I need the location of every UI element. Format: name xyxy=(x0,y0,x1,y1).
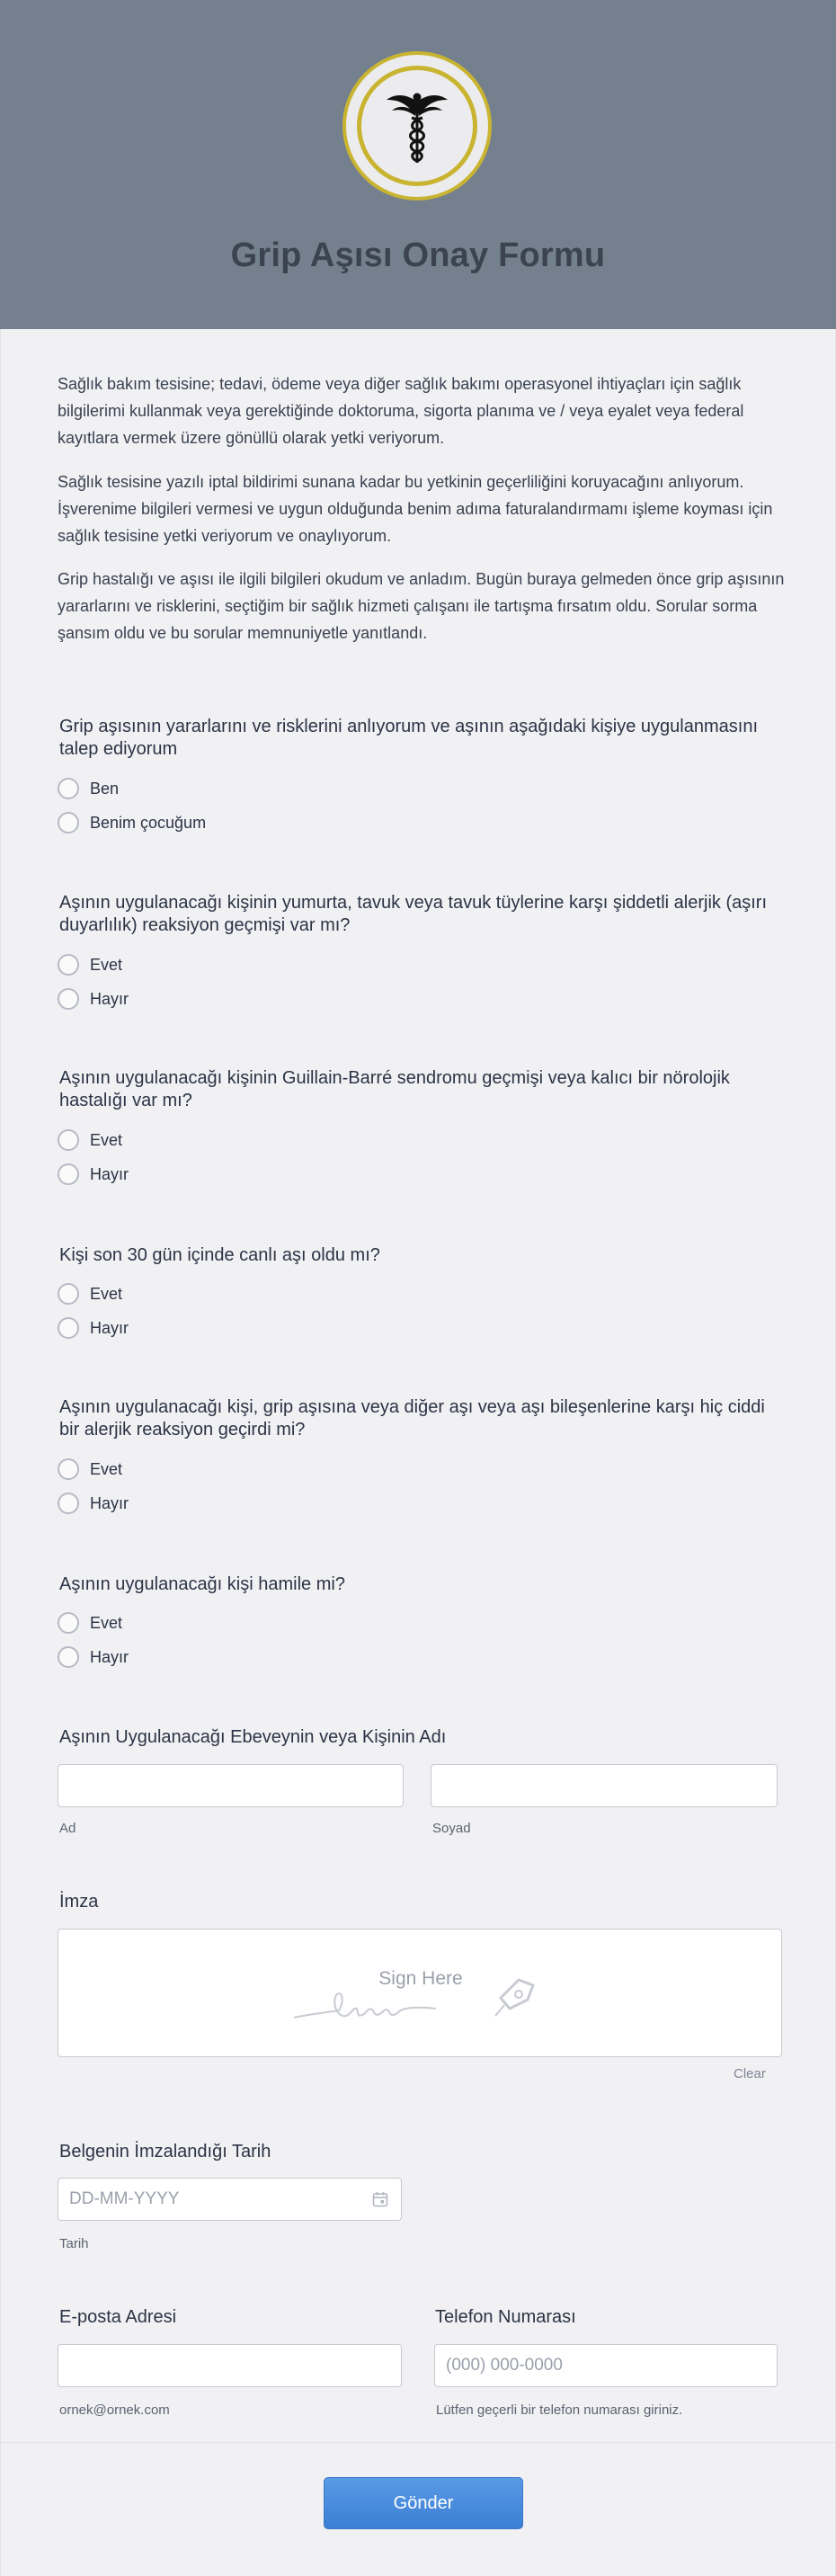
question-label: Aşının uygulanacağı kişi, grip aşısına veya diğer aşı veya aşı bileşenlerine karşı hiç ciddi bir alerjik reaksiyon geçirdi mi? xyxy=(59,1397,765,1440)
intro-paragraph: Sağlık tesisine yazılı iptal bildirimi sunana kadar bu yetkinin geçerliliğini koruyacağını anlıyorum. İşverenime bilgileri vermesi ve uygun olduğunda benim adıma faturalandırmamı işleme koyması için sağlık tesisine yetki veriyorum ve onaylıyorum. xyxy=(58,473,773,545)
radio-option[interactable]: Hayır xyxy=(58,1315,129,1341)
logo xyxy=(342,51,492,201)
signature-pen-icon xyxy=(292,1967,562,2030)
question-label: Grip aşısının yararlarını ve risklerini anlıyorum ve aşının aşağıdaki kişiye uygulanmasını talep ediyorum xyxy=(59,717,759,759)
radio-option[interactable]: Evet xyxy=(58,1457,122,1482)
first-name-sublabel: Ad xyxy=(59,1821,76,1836)
last-name-sublabel: Soyad xyxy=(432,1821,471,1836)
email-label: E-posta Adresi xyxy=(59,2307,177,2327)
name-label: Aşının Uygulanacağı Ebeveynin veya Kişinin Adı xyxy=(59,1727,447,1747)
date-label: Belgenin İmzalandığı Tarih xyxy=(59,2142,271,2162)
email-input[interactable] xyxy=(58,2344,402,2387)
signature-pad[interactable] xyxy=(58,1929,782,2057)
date-sublabel: Tarih xyxy=(59,2236,89,2251)
footer-divider xyxy=(0,2442,836,2443)
signature-placeholder: Sign Here xyxy=(378,1968,463,1989)
radio-option[interactable]: Ben xyxy=(58,776,119,801)
radio-option[interactable]: Evet xyxy=(58,952,122,977)
form-body xyxy=(0,329,836,2576)
radio-option[interactable]: Hayır xyxy=(58,986,129,1012)
question-label: Aşının uygulanacağı kişi hamile mi? xyxy=(59,1574,345,1594)
radio-button[interactable] xyxy=(58,1458,79,1480)
intro-paragraph: Sağlık bakım tesisine; tedavi, ödeme veya diğer sağlık bakımı operasyonel ihtiyaçları için sağlık bilgilerimi kullanmak veya gerektiğinde doktoruma, sigorta planıma ve / veya eyalet veya federal kayıtlara vermek üzere gönüllü olarak yetki veriyorum. xyxy=(58,375,744,447)
radio-button[interactable] xyxy=(58,1646,79,1668)
radio-option[interactable]: Evet xyxy=(58,1128,122,1153)
first-name-input[interactable] xyxy=(58,1764,404,1807)
calendar-icon[interactable] xyxy=(372,2191,388,2207)
phone-placeholder: (000) 000-0000 xyxy=(446,2356,563,2375)
radio-option[interactable]: Hayır xyxy=(58,1162,129,1187)
radio-button[interactable] xyxy=(58,1493,79,1514)
form-header xyxy=(0,0,836,329)
phone-label: Telefon Numarası xyxy=(435,2307,576,2327)
caduceus-icon xyxy=(385,89,449,165)
radio-button[interactable] xyxy=(58,1129,79,1151)
intro-paragraph: Grip hastalığı ve aşısı ile ilgili bilgileri okudum ve anladım. Bugün buraya gelmeden önce grip aşısının yararlarını ve risklerini, seçtiğim bir sağlık hizmeti çalışanı ile tartışma fırsatım oldu. Sorular sorma şansım oldu ve bu sorular memnuniyetle yanıtlandı. xyxy=(58,570,785,642)
question-label: Kişi son 30 gün içinde canlı aşı oldu mı? xyxy=(59,1245,380,1265)
radio-option[interactable]: Hayır xyxy=(58,1645,129,1670)
radio-button[interactable] xyxy=(58,954,79,976)
radio-option[interactable]: Evet xyxy=(58,1610,122,1636)
radio-button[interactable] xyxy=(58,1163,79,1185)
date-placeholder: DD-MM-YYYY xyxy=(69,2189,180,2208)
radio-button[interactable] xyxy=(58,1317,79,1339)
radio-button[interactable] xyxy=(58,1283,79,1305)
clear-signature-link[interactable]: Clear xyxy=(734,2066,766,2081)
radio-button[interactable] xyxy=(58,988,79,1010)
radio-option[interactable]: Evet xyxy=(58,1281,122,1306)
question-label: Aşının uygulanacağı kişinin Guillain-Barré sendromu geçmişi veya kalıcı bir nörolojik hastalığı var mı? xyxy=(59,1068,730,1110)
radio-button[interactable] xyxy=(58,1612,79,1634)
last-name-input[interactable] xyxy=(431,1764,778,1807)
date-input[interactable] xyxy=(58,2178,402,2221)
submit-button[interactable]: Gönder xyxy=(324,2477,523,2529)
radio-option[interactable]: Hayır xyxy=(58,1491,129,1516)
radio-option[interactable]: Benim çocuğum xyxy=(58,810,206,835)
email-sublabel: ornek@ornek.com xyxy=(59,2402,170,2418)
phone-sublabel: Lütfen geçerli bir telefon numarası giriniz. xyxy=(436,2402,683,2418)
signature-label: İmza xyxy=(59,1892,99,1912)
phone-input[interactable] xyxy=(434,2344,778,2387)
page-title: Grip Aşısı Onay Formu xyxy=(230,236,606,274)
radio-button[interactable] xyxy=(58,812,79,833)
radio-button[interactable] xyxy=(58,778,79,799)
question-label: Aşının uygulanacağı kişinin yumurta, tavuk veya tavuk tüylerine karşı şiddetli alerjik (aşırı duyarlılık) reaksiyon geçmişi var mı? xyxy=(59,893,768,935)
